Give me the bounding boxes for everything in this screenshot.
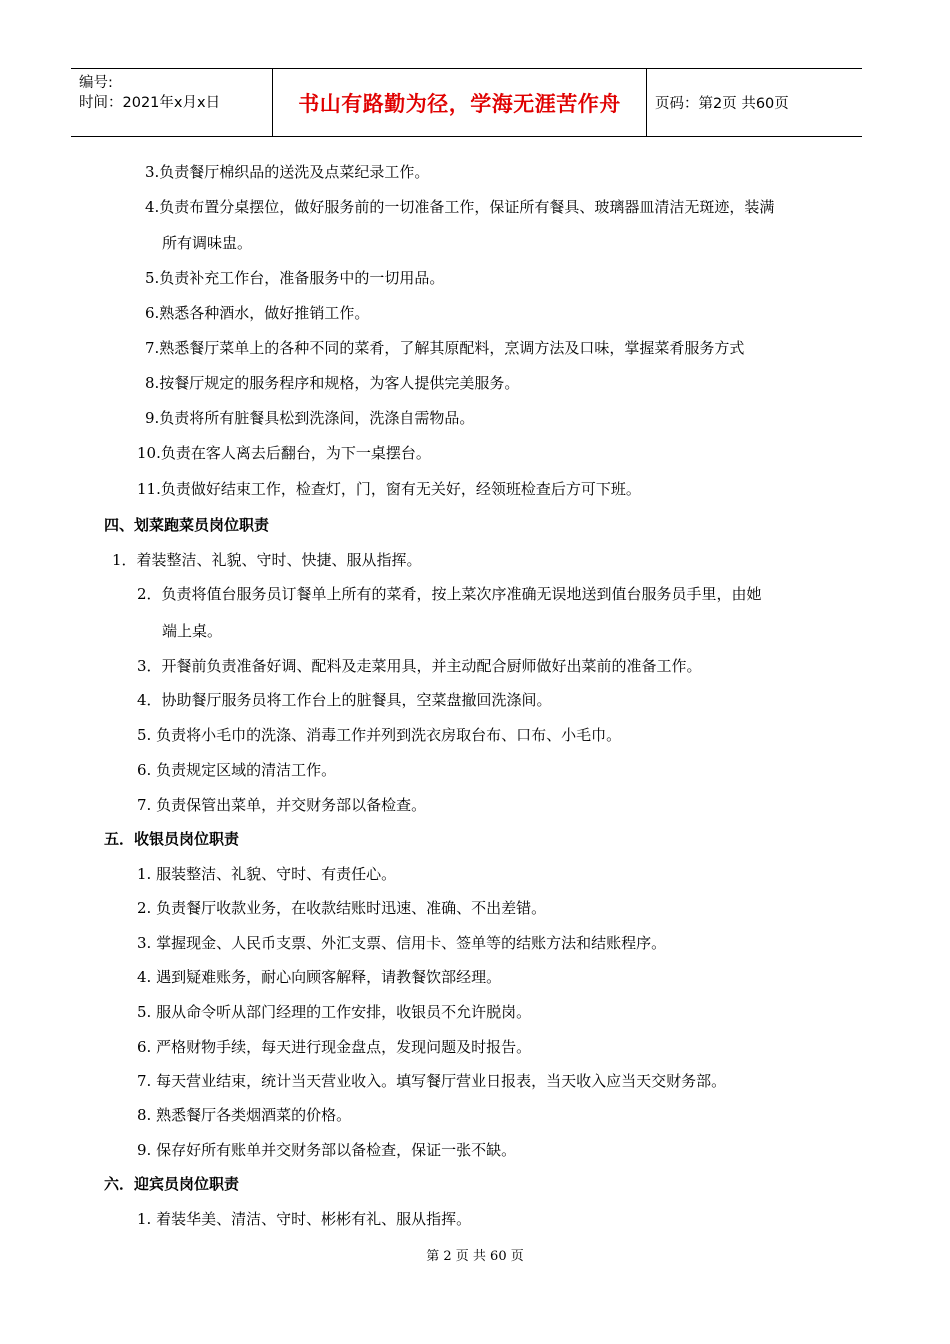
list-item: 7.熟悉餐厅菜单上的各种不同的菜肴，了解其原配料，烹调方法及口味，掌握菜肴服务方式 — [145, 339, 745, 357]
list-item: 5. 负责将小毛巾的洗涤、消毒工作并列到洗衣房取台布、口布、小毛巾。 — [137, 726, 622, 744]
section-heading: 五．收银员岗位职责 — [104, 830, 240, 848]
list-item: 11.负责做好结束工作，检查灯，门，窗有无关好，经领班检查后方可下班。 — [137, 480, 641, 498]
list-item: 7. 负责保管出菜单，并交财务部以备检查。 — [137, 796, 427, 814]
list-item: 6.熟悉各种酒水，做好推销工作。 — [145, 304, 370, 322]
list-item: 8. 熟悉餐厅各类烟酒菜的价格。 — [137, 1106, 352, 1124]
section-heading: 六．迎宾员岗位职责 — [104, 1175, 240, 1193]
list-item: 2. 负责餐厅收款业务，在收款结账时迅速、准确、不出差错。 — [137, 899, 547, 917]
list-item: 4.负责布置分桌摆位，做好服务前的一切准备工作，保证所有餐具、玻璃器皿清洁无斑迹，装满 — [145, 198, 775, 216]
list-item: 2．负责将值台服务员订餐单上所有的菜肴，按上菜次序准确无误地送到值台服务员手里，由她 — [137, 585, 762, 603]
list-item: 3．开餐前负责准备好调、配料及走菜用具，并主动配合厨师做好出菜前的准备工作。 — [137, 657, 702, 675]
list-item-continuation: 端上桌。 — [162, 622, 223, 640]
list-item: 10.负责在客人离去后翻台，为下一桌摆台。 — [137, 444, 431, 462]
list-item: 4. 遇到疑难账务，耐心向顾客解释，请教餐饮部经理。 — [137, 968, 502, 986]
list-item: 1．着装整洁、礼貌、守时、快捷、服从指挥。 — [112, 551, 422, 569]
list-item: 1. 服装整洁、礼貌、守时、有责任心。 — [137, 865, 397, 883]
list-item: 6. 负责规定区域的清洁工作。 — [137, 761, 337, 779]
list-item: 3.负责餐厅棉织品的送洗及点菜纪录工作。 — [145, 163, 430, 181]
doc-number-label: 编号: — [79, 75, 113, 91]
section-heading: 四、划菜跑菜员岗位职责 — [104, 516, 270, 534]
list-item: 9.负责将所有脏餐具松到洗涤间，洗涤自需物品。 — [145, 409, 475, 427]
list-item: 4．协助餐厅服务员将工作台上的脏餐具，空菜盘撤回洗涤间。 — [137, 691, 552, 709]
header-info — [71, 69, 273, 136]
list-item: 6. 严格财物手续，每天进行现金盘点，发现问题及时报告。 — [137, 1038, 532, 1056]
doc-time-label: 时间：2021年x月x日 — [79, 95, 221, 111]
list-item: 3. 掌握现金、人民币支票、外汇支票、信用卡、签单等的结账方法和结账程序。 — [137, 934, 667, 952]
page-footer: 第 2 页 共 60 页 — [426, 1249, 524, 1264]
list-item: 7. 每天营业结束，统计当天营业收入。填写餐厅营业日报表，当天收入应当天交财务部。 — [137, 1072, 727, 1090]
list-item-continuation: 所有调味盅。 — [162, 234, 253, 252]
header-motto: 书山有路勤为径，学海无涯苦作舟 — [273, 69, 647, 136]
list-item: 5. 服从命令听从部门经理的工作安排，收银员不允许脱岗。 — [137, 1003, 532, 1021]
list-item: 1. 着装华美、清洁、守时、彬彬有礼、服从指挥。 — [137, 1210, 472, 1228]
header-page-label: 页码：第2页 共60页 — [655, 96, 789, 112]
page-header — [71, 68, 862, 137]
list-item: 9. 保存好所有账单并交财务部以备检查，保证一张不缺。 — [137, 1141, 517, 1159]
list-item: 5.负责补充工作台，准备服务中的一切用品。 — [145, 269, 445, 287]
list-item: 8.按餐厅规定的服务程序和规格，为客人提供完美服务。 — [145, 374, 520, 392]
